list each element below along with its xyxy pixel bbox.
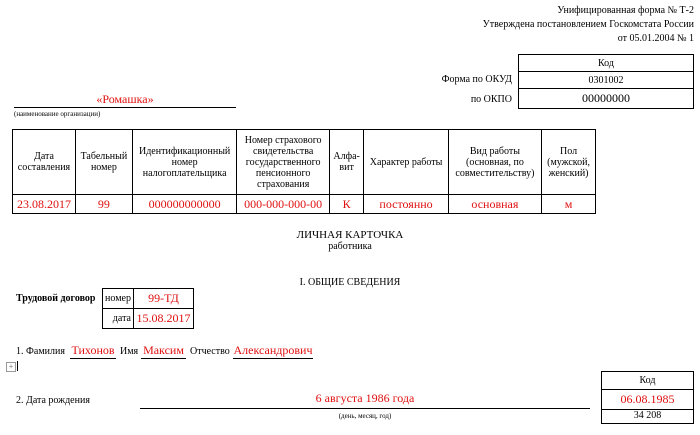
card-title-block <box>200 229 500 253</box>
okpo-code: 00000000 <box>519 89 694 109</box>
birth-code-header: Код <box>602 372 694 390</box>
okpo-label: по ОКПО <box>470 94 512 105</box>
organization-caption: (наименование организации) <box>14 110 101 118</box>
contract-number-value: 99-ТД <box>134 289 194 309</box>
value-tab-number: 99 <box>75 195 132 214</box>
header-work-character: Характер работы <box>364 130 448 195</box>
patronymic-value: Александрович <box>233 343 313 357</box>
name-value: Максим <box>141 343 186 359</box>
okud-label: Форма по ОКУД <box>441 74 512 85</box>
text-cursor <box>17 361 18 371</box>
patronymic-label: Отчество <box>190 346 230 357</box>
value-work-type: основная <box>448 195 541 214</box>
header-date: Дата составления <box>13 130 76 195</box>
header-alphabet: Алфа-вит <box>329 130 364 195</box>
header-inn: Идентификационный номер налогоплательщика <box>132 130 237 195</box>
value-inn: 000000000000 <box>132 195 237 214</box>
contract-number-label: номер <box>103 289 134 309</box>
birth-underline <box>140 408 590 409</box>
table-value-row <box>13 195 596 214</box>
value-work-character: постоянно <box>364 195 448 214</box>
header-gender: Пол (мужской, женский) <box>542 130 596 195</box>
approval-date-line: от 05.01.2004 № 1 <box>617 33 694 44</box>
form-header <box>483 4 694 46</box>
okud-code-table <box>518 54 694 109</box>
birth-value: 6 августа 1986 года <box>315 391 415 405</box>
card-title: ЛИЧНАЯ КАРТОЧКА <box>296 229 404 241</box>
name-label: Имя <box>120 346 139 357</box>
contract-label: Трудовой договор <box>16 293 96 304</box>
header-tab-number: Табельный номер <box>75 130 132 195</box>
value-date: 23.08.2017 <box>13 195 76 214</box>
contract-date-value: 15.08.2017 <box>134 309 194 329</box>
value-alphabet: К <box>329 195 364 214</box>
table-header-row <box>13 130 596 195</box>
contract-table <box>102 288 194 329</box>
organization-name: «Ромашка» <box>96 92 154 106</box>
form-number-line: Унифицированная форма № Т-2 <box>557 5 694 16</box>
organization-underline <box>14 107 236 108</box>
birth-caption: (день, месяц, год) <box>338 412 392 420</box>
card-subtitle: работника <box>328 241 372 252</box>
birth-code-value: 06.08.1985 <box>602 390 694 410</box>
personnel-card-table <box>12 129 596 214</box>
header-snils: Номер страхового свидетельства государственного пенсионного страхования <box>237 130 329 195</box>
birth-label: 2. Дата рождения <box>16 395 90 406</box>
value-gender: м <box>542 195 596 214</box>
approval-line: Утверждена постановлением Госкомстата России <box>482 19 694 30</box>
header-work-type: Вид работы (основная, по совместительству) <box>448 130 541 195</box>
code-header: Код <box>519 55 694 72</box>
section-title: I. ОБЩИЕ СВЕДЕНИЯ <box>299 277 401 288</box>
surname-value: Тихонов <box>71 343 115 357</box>
contract-date-label: дата <box>103 309 134 329</box>
birth-code-table <box>601 371 694 424</box>
move-handle-icon[interactable]: + <box>6 362 16 372</box>
surname-label: 1. Фамилия <box>16 346 65 357</box>
okud-code: 0301002 <box>519 72 694 89</box>
next-code-value: 34 208 <box>602 410 694 424</box>
value-snils: 000-000-000-00 <box>237 195 329 214</box>
